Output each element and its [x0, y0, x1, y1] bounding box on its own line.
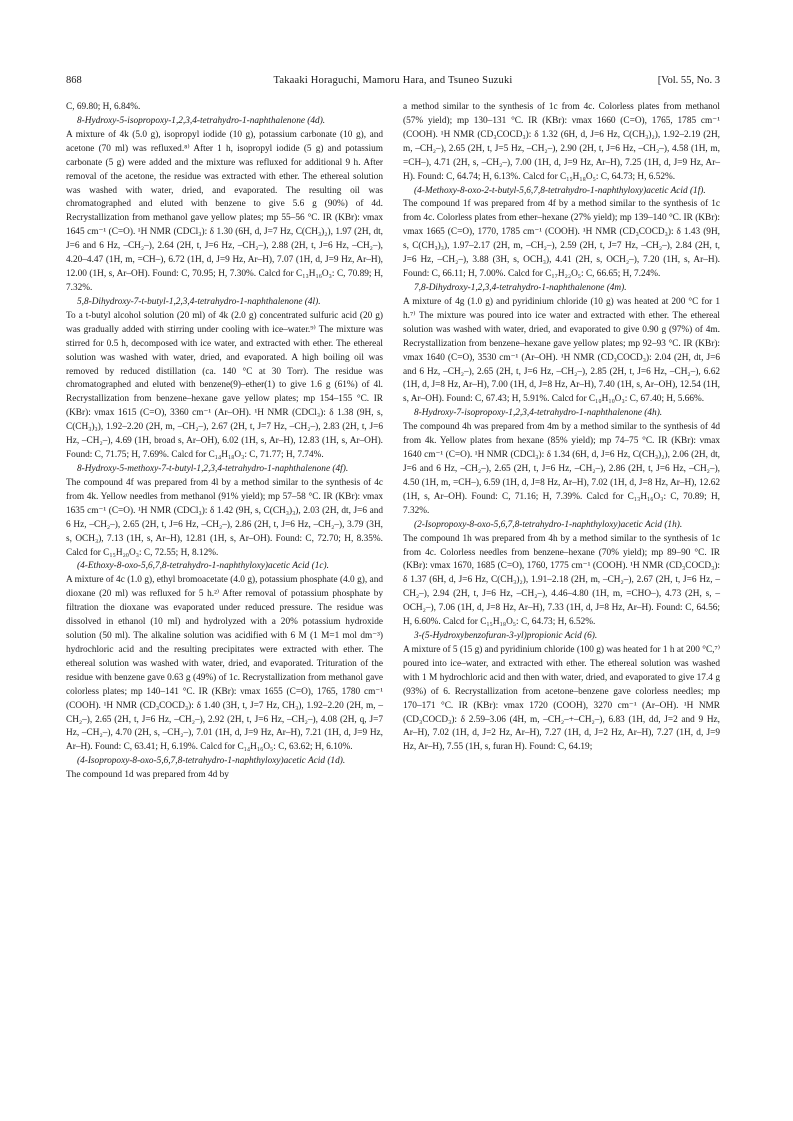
compound-heading: 8-Hydroxy-5-isopropoxy-1,2,3,4-tetrahydro-1-naphthalenone (4d). [77, 115, 326, 126]
paragraph: The compound 1d was prepared from 4d by [66, 770, 229, 781]
right-column [403, 101, 720, 755]
journal-volume: [Vol. 55, No. 3 [657, 75, 720, 86]
page-number: 868 [66, 75, 82, 86]
compound-heading: (4-Isopropoxy-8-oxo-5,6,7,8-tetrahydro-1-naphthyloxy)acetic Acid (1d). [77, 756, 346, 767]
paragraph: A mixture of 4k (5.0 g), isopropyl iodide (10 g), potassium carbonate (10 g), and acetone (70 ml) was refluxed.⁸⁾ After 1 h, isopropyl iodide (5 g) and potassium carbonate (5 g) were added and the mixture was refluxed for additional 9 h. After removal of the acetone, the residue was extracted with ether. The ethereal solution was washed with water, dried, and evaporated. The resulting oil was chromatographed and eluted with benzene to give 5.6 g (90%) of 4d. Recrystallization from methanol gave yellow plates; mp 55–56 °C. IR (KBr): νmax 1645 cm⁻¹ (C=O). ¹H NMR (CDCl₃): δ 1.30 (6H, d, J=7 Hz, C(CH₃)₂), 1.97 (2H, dt, J=6 and 6 Hz, –CH₂–), 2.64 (2H, t, J=6 Hz, –CH₂–), 2.88 (2H, t, J=6 Hz, –CH₂–), 4.20–4.47 (1H, m, =CH–), 6.72 (1H, d, J=9 Hz, Ar–H), 7.07 (1H, d, J=9 Hz, Ar–H), 12.00 (1H, s, Ar–OH). Found: C, 70.95; H, 7.30%. Calcd for C₁₃H₁₆O₃: C, 70.89; H, 7.32%. [66, 129, 383, 293]
left-column [66, 101, 383, 783]
compound-heading: (2-Isopropoxy-8-oxo-5,6,7,8-tetrahydro-1-naphthyloxy)acetic Acid (1h). [414, 519, 683, 530]
compound-heading: 3-(5-Hydroxybenzofuran-3-yl)propionic Acid (6). [414, 631, 598, 642]
paragraph: The compound 4h was prepared from 4m by a method similar to the synthesis of 4d from 4k. Yellow plates from hexane (85% yield); mp 74–75 °C. IR (KBr): νmax 1640 cm⁻¹ (C=O). ¹H NMR (CDCl₃): δ 1.34 (6H, d, J=6 Hz, C(CH₃)₂), 2.06 (2H, dt, J=6 and 6 Hz, –CH₂–), 2.65 (2H, t, J=6 Hz, –CH₂–), 2.86 (2H, t, J=6 Hz, –CH₂–), 4.50 (1H, m, =CH–), 6.59 (1H, d, J=8 Hz, Ar–H), 7.02 (1H, d, J=8 Hz, Ar–H), 12.62 (1H, s, Ar–OH). Found: C, 71.16; H, 7.39%. Calcd for C₁₃H₁₆O₃: C, 70.89; H, 7.32%. [403, 422, 720, 516]
compound-heading: (4-Ethoxy-8-oxo-5,6,7,8-tetrahydro-1-naphthyloxy)acetic Acid (1c). [77, 561, 329, 572]
paragraph: A mixture of 5 (15 g) and pyridinium chloride (100 g) was heated for 1 h at 200 °C,⁷⁾ poured into ice–water, and extracted with ether. The ethereal solution was washed with 1 M hydrochloric acid and then with water, dried, and evaporated to give 17.4 g (93%) of 6. Recrystallization from acetone–benzene gave colorless needles; mp 170–171 °C. IR (KBr): νmax 1720 (COOH), 3270 cm⁻¹ (Ar–OH). ¹H NMR (CD₃COCD₃): δ 2.59–3.06 (4H, m, –CH₂–+–CH₂–), 6.83 (1H, dd, J=2 and 9 Hz, Ar–H), 7.02 (1H, d, J=2 Hz, Ar–H), 7.27 (1H, d, J=2 Hz, Ar–H), 7.27 (1H, d, J=9 Hz, Ar–H), 7.55 (1H, s, furan H). Found: C, 64.19; [403, 644, 720, 753]
compound-heading: 8-Hydroxy-7-isopropoxy-1,2,3,4-tetrahydro-1-naphthalenone (4h). [414, 408, 663, 419]
running-authors: Takaaki Horaguchi, Mamoru Hara, and Tsuneo Suzuki [273, 75, 513, 86]
paragraph: a method similar to the synthesis of 1c from 4c. Colorless plates from methanol (57% yield); mp 130–131 °C. IR (KBr): νmax 1660 (C=O), 1765, 1785 cm⁻¹ (COOH). ¹H NMR (CD₃COCD₃): δ 1.32 (6H, d, J=6 Hz, C(CH₃)₂), 1.92–2.19 (2H, m, –CH₂–), 2.65 (2H, t, J=5 Hz, –CH₂–), 2.90 (2H, t, J=6 Hz, –CH₂–), 4.58 (1H, m, =CH–), 4.71 (2H, s, –CH₂–), 7.00 (1H, d, J=9 Hz, Ar–H), 7.25 (1H, d, J=9 Hz, Ar–H). Found: C, 64.74; H, 6.13%. Calcd for C₁₅H₁₈O₅: C, 64.73; H, 6.52%. [403, 102, 720, 182]
compound-heading: (4-Methoxy-8-oxo-2-t-butyl-5,6,7,8-tetrahydro-1-naphthyloxy)acetic Acid (1f). [414, 185, 706, 196]
paragraph: The compound 1f was prepared from 4f by a method similar to the synthesis of 1c from 4c. Colorless plates from ether–hexane (27% yield); mp 139–140 °C. IR (KBr): νmax 1665 (C=O), 1770, 1785 cm⁻¹ (COOH). ¹H NMR (CD₃COCD₃): δ 1.43 (9H, s, C(CH₃)₃), 1.97–2.17 (2H, m, –CH₂–), 2.59 (2H, t, J=7 Hz, –CH₂–), 2.84 (2H, t, J=6 Hz, –CH₂–), 3.88 (3H, s, OCH₃), 4.41 (2H, s, OCH₂–), 7.20 (1H, s, Ar–H). Found: C, 66.11; H, 7.00%. Calcd for C₁₇H₂₂O₅: C, 66.65; H, 7.24%. [403, 199, 720, 280]
page-header [66, 74, 720, 88]
compound-heading: 7,8-Dihydroxy-1,2,3,4-tetrahydro-1-naphthalenone (4m). [414, 282, 627, 293]
compound-heading: 5,8-Dihydroxy-7-t-butyl-1,2,3,4-tetrahydro-1-naphthalenone (4l). [77, 296, 321, 307]
paragraph: The compound 1h was prepared from 4h by a method similar to the synthesis of 1c from 4c. Colorless needles from benzene–hexane (70% yield); mp 89–90 °C. IR (KBr): νmax 1670, 1685 (C=O), 1760, 1775 cm⁻¹ (COOH). ¹H NMR (CD₃COCD₃): δ 1.37 (6H, d, J=6 Hz, C(CH₃)₂), 1.91–2.18 (2H, m, –CH₂–), 2.67 (2H, t, J=6 Hz, –CH₂–), 2.94 (2H, t, J=6 Hz, –CH₂–), 4.46–4.80 (1H, m, =CHO–), 4.73 (2H, s, –OCH₂–), 7.06 (1H, d, J=8 Hz, Ar–H), 7.33 (1H, d, J=8 Hz, Ar–H). Found: C, 64.56; H, 6.60%. Calcd for C₁₅H₁₈O₅: C, 64.73; H, 6.52%. [403, 533, 720, 628]
paragraph: To a t-butyl alcohol solution (20 ml) of 4k (2.0 g) concentrated sulfuric acid (20 g) was gradually added with stirring under cooling with ice–water.⁹⁾ The mixture was stirred for 0.5 h, decomposed with ice water, and extracted with ether. The ethereal solution was washed with water, dried, and evaporated. A high boiling oil was removed by reduced distillation (ca. 140 °C at 30 Torr). The residue was chromatographed and eluted with benzene(9)–ether(1) to give 1.6 g (61%) of 4l. Recrystallization from benzene–hexane gave yellow plates; mp 154–155 °C. IR (KBr): νmax 1615 (C=O), 3360 cm⁻¹ (Ar–OH). ¹H NMR (CDCl₃): δ 1.38 (9H, s, C(CH₃)₃), 1.92–2.20 (2H, m, –CH₂–), 2.67 (2H, t, J=7 Hz, –CH₂–), 2.83 (2H, t, J=6 Hz, –CH₂–), 4.69 (1H, broad s, Ar–OH), 6.02 (1H, s, Ar–H), 12.83 (1H, s, Ar–OH). Found: C, 71.75; H, 7.69%. Calcd for C₁₄H₁₈O₃: C, 71.77; H, 7.74%. [66, 310, 383, 461]
paragraph: The compound 4f was prepared from 4l by a method similar to the synthesis of 4c from 4k. Yellow needles from methanol (91% yield); mp 57–58 °C. IR (KBr): νmax 1635 cm⁻¹ (C=O). ¹H NMR (CDCl₃): δ 1.42 (9H, s, C(CH₃)₃), 2.03 (2H, dt, J=6 and 6 Hz, –CH₂–), 2.65 (2H, t, J=6 Hz, –CH₂–), 2.86 (2H, t, J=6 Hz, –CH₂–), 3.79 (3H, s, OCH₃), 7.13 (1H, s, Ar–H), 12.81 (1H, s, Ar–OH). Found: C, 72.70; H, 8.35%. Calcd for C₁₅H₂₀O₃: C, 72.55; H, 8.12%. [66, 477, 383, 558]
paragraph: A mixture of 4g (1.0 g) and pyridinium chloride (10 g) was heated at 200 °C for 1 h.⁷⁾ The mixture was poured into ice water and extracted with ether. The ethereal solution was washed with water, dried, and evaporated to give 0.90 g (97%) of 4m. Recrystallization from benzene–hexane gave yellow plates; mp 92–93 °C. IR (KBr): νmax 1640 (C=O), 3530 cm⁻¹ (Ar–OH). ¹H NMR (CD₃COCD₃): 2.04 (2H, dt, J=6 and 6 Hz, –CH₂–), 2.65 (2H, t, J=6 Hz, –CH₂–), 2.85 (2H, t, J=6 Hz, –CH₂–), 6.62 (1H, d, J=8 Hz, Ar–H), 7.00 (1H, d, J=8 Hz, Ar–H), 7.40 (1H, s, Ar–OH), 12.54 (1H, s, Ar–OH). Found: C, 67.43; H, 5.91%. Calcd for C₁₀H₁₀O₃: C, 67.40; H, 5.66%. [403, 296, 720, 405]
paragraph: C, 69.80; H, 6.84%. [66, 102, 141, 112]
paragraph: A mixture of 4c (1.0 g), ethyl bromoacetate (4.0 g), potassium phosphate (4.0 g), and dioxane (20 ml) was refluxed for 5 h.²⁾ After removal of potassium phosphate by filtration the dioxane was evaporated under reduced pressure. The residue was dissolved in ethanol (10 ml) and hydrolyzed with a 20% potassium hydroxide solution (50 ml). The alkaline solution was acidified with 6 M (1 M=1 mol dm⁻³) hydrochloric acid and the resulting precipitates were extracted with ether. The ethereal solution was washed with water, dried, and evaporated. Trituration of the residue with benzene gave 0.63 g (49%) of 1c. Recrystallization from methanol gave colorless plates; mp 140–141 °C. IR (KBr): νmax 1655 (C=O), 1765, 1780 cm⁻¹ (COOH). ¹H NMR (CD₃COCD₃): δ 1.40 (3H, t, J=7 Hz, CH₃), 1.92–2.20 (2H, m, –CH₂–), 2.65 (2H, t, J=6 Hz, –CH₂–), 2.92 (2H, t, J=6 Hz, –CH₂–), 4.08 (2H, q, J=7 Hz, –CH₂–), 4.70 (2H, s, –CH₂–), 7.01 (1H, d, J=9 Hz, Ar–H), 7.21 (1H, d, J=9 Hz, Ar–H). Found: C, 63.41; H, 6.19%. Calcd for C₁₄H₁₆O₅: C, 63.62; H, 6.10%. [66, 575, 383, 753]
compound-heading: 8-Hydroxy-5-methoxy-7-t-butyl-1,2,3,4-tetrahydro-1-naphthalenone (4f). [77, 463, 349, 474]
